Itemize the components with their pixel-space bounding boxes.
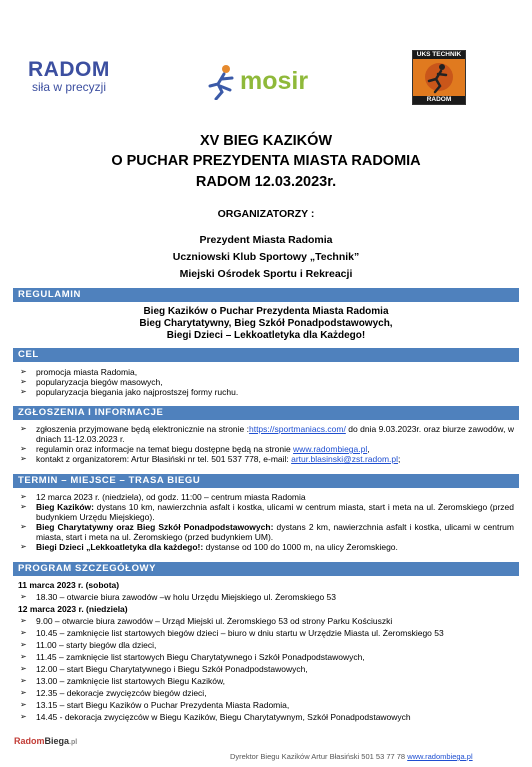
cel-list xyxy=(18,367,514,397)
logo-header xyxy=(0,0,532,110)
title-line-1: XV BIEG KAZIKÓW xyxy=(199,133,333,149)
mosir-logo-text: mosir xyxy=(240,67,309,95)
arrow-bullet-icon: ➢ xyxy=(20,492,27,501)
zgloszenia-list xyxy=(18,424,514,464)
list-item: ➢ regulamin oraz informacje na temat biegu dostępne będą na stronie www.radombiega.pl, xyxy=(20,444,370,454)
list-item: ➢ 12.35 – dekoracje zwycięzców biegów dzieci, xyxy=(20,688,207,698)
regulamin-bar: REGULAMIN xyxy=(13,288,519,302)
list-item: ➢ 12.00 – start Biegu Charytatywnego i Biegu Szkół Ponadpodstawowych, xyxy=(20,664,308,674)
regulamin-line-1: Bieg Kazików o Puchar Prezydenta Miasta Radomia xyxy=(143,306,389,317)
termin-list xyxy=(18,492,514,552)
list-item: ➢ 18.30 – otwarcie biura zawodów –w holu Urzędu Miejskiego ul. Żeromskiego 53 xyxy=(20,592,337,602)
list-item: ➢ Bieg Charytatywny oraz Bieg Szkół Ponadpodstawowych: dystans 2 km, nawierzchnia asfalt i kostka, ulicami w centrum miasta, start i meta na ul. Żeromskiego (przed budynkiem UM). xyxy=(20,522,514,542)
program-day-1-list xyxy=(18,592,514,602)
list-item: ➢ 10.45 – zamknięcie list startowych biegów dzieci – biuro w dniu startu w Urzędzie Miasta ul. Żeromskiego 53 xyxy=(20,628,444,638)
mosir-logo xyxy=(206,64,309,100)
radombiega-link[interactable]: www.radombiega.pl xyxy=(293,444,368,454)
uks-technik-logo xyxy=(412,50,466,105)
program-day-2: 12 marca 2023 r. (niedziela) xyxy=(18,604,128,614)
footer-url-link[interactable]: www.radombiega.pl xyxy=(407,752,473,761)
footer-text: Dyrektor Biegu Kazików Artur Błasiński 501 53 77 78 www.radombiega.pl xyxy=(230,752,473,761)
arrow-bullet-icon: ➢ xyxy=(20,592,27,601)
organizers-heading: ORGANIZATORZY : xyxy=(217,208,315,220)
list-item: ➢ 9.00 – otwarcie biura zawodów – Urząd Miejski ul. Żeromskiego 53 od strony Parku Kościuszki xyxy=(20,616,393,626)
list-item: ➢ 11.00 – starty biegów dla dzieci, xyxy=(20,640,157,650)
list-item: ➢ Biegi Dzieci „Lekkoatletyka dla każdego!: dystanse od 100 do 1000 m, na ulicy Żeromskiego. xyxy=(20,542,398,552)
organizer-2: Uczniowski Klub Sportowy „Technik” xyxy=(172,251,360,263)
email-link[interactable]: artur.blasinski@zst.radom.pl xyxy=(291,454,399,464)
arrow-bullet-icon: ➢ xyxy=(20,664,27,673)
list-item: ➢ Bieg Kazików: dystans 10 km, nawierzchnia asfalt i kostka, ulicami w centrum miasta, start i meta na ul. Żeromskiego (przed budynkiem Urzędu Miejskiego). xyxy=(20,502,514,522)
regulamin-line-3: Biegi Dzieci – Lekkoatletyka dla Każdego! xyxy=(166,330,366,341)
arrow-bullet-icon: ➢ xyxy=(20,444,27,453)
arrow-bullet-icon: ➢ xyxy=(20,502,27,511)
list-item: ➢ popularyzacja biegów masowych, xyxy=(20,377,163,387)
arrow-bullet-icon: ➢ xyxy=(20,387,27,396)
sportmaniacs-link[interactable]: https://sportmaniacs.com/ xyxy=(248,424,346,434)
arrow-bullet-icon: ➢ xyxy=(20,454,27,463)
list-item: ➢ 14.45 - dekoracja zwycięzców w Biegu Kazików, Biegu Charytatywnym, Szkół Ponadpodstawowych xyxy=(20,712,411,722)
arrow-bullet-icon: ➢ xyxy=(20,628,27,637)
organizer-3: Miejski Ośrodek Sportu i Rekreacji xyxy=(179,268,353,280)
zgloszenia-bar: ZGŁOSZENIA I INFORMACJE xyxy=(13,406,519,420)
program-day-1: 11 marca 2023 r. (sobota) xyxy=(18,580,120,590)
radom-logo-word: RADOM xyxy=(28,58,110,81)
title-line-2: O PUCHAR PREZYDENTA MIASTA RADOMIA xyxy=(111,153,421,169)
radombiega-logo: RadomBiega.pl xyxy=(14,736,78,746)
program-day-2-list xyxy=(18,616,514,724)
arrow-bullet-icon: ➢ xyxy=(20,377,27,386)
arrow-bullet-icon: ➢ xyxy=(20,424,27,433)
termin-bar: TERMIN – MIEJSCE – TRASA BIEGU xyxy=(13,474,519,488)
list-item: ➢ 11.45 – zamknięcie list startowych Biegu Charytatywnego i Szkół Ponadpodstawowych, xyxy=(20,652,365,662)
radom-logo xyxy=(28,60,110,94)
arrow-bullet-icon: ➢ xyxy=(20,688,27,697)
arrow-bullet-icon: ➢ xyxy=(20,542,27,551)
title-line-3: RADOM 12.03.2023r. xyxy=(195,174,337,190)
list-item: ➢ kontakt z organizatorem: Artur Błasiński nr tel. 501 537 778, e-mail: artur.blasinski@zst.radom.pl; xyxy=(20,454,401,464)
regulamin-line-2: Bieg Charytatywny, Bieg Szkół Ponadpodstawowych, xyxy=(139,318,393,329)
organizer-1: Prezydent Miasta Radomia xyxy=(199,234,333,246)
list-item: ➢ promocja miasta Radomia, xyxy=(20,367,138,377)
uks-runner-icon xyxy=(413,59,465,96)
list-item: ➢ popularyzacja biegania jako najprostszej formy ruchu. xyxy=(20,387,239,397)
radom-logo-slogan: siła w precyzji xyxy=(32,80,107,94)
arrow-bullet-icon: ➢ xyxy=(20,367,27,376)
arrow-bullet-icon: ➢ xyxy=(20,640,27,649)
list-item: ➢ 12 marca 2023 r. (niedziela), od godz. 11:00 – centrum miasta Radomia xyxy=(20,492,306,502)
list-item: ➢ zgłoszenia przyjmowane będą elektronicznie na stronie :https://sportmaniacs.com/ do dnia 9.03.2023r. oraz biurze zawodów, w dniach 11-12.03.2023 r. xyxy=(20,424,514,444)
arrow-bullet-icon: ➢ xyxy=(20,616,27,625)
arrow-bullet-icon: ➢ xyxy=(20,676,27,685)
arrow-bullet-icon: ➢ xyxy=(20,652,27,661)
arrow-bullet-icon: ➢ xyxy=(20,700,27,709)
uks-logo-bottom: RADOM xyxy=(413,96,465,104)
cel-bar: CEL xyxy=(13,348,519,362)
arrow-bullet-icon: ➢ xyxy=(20,712,27,721)
mosir-runner-icon xyxy=(206,64,238,100)
uks-logo-top: UKS TECHNIK xyxy=(413,51,465,59)
list-item: ➢ 13.15 – start Biegu Kazików o Puchar Prezydenta Miasta Radomia, xyxy=(20,700,290,710)
list-item: ➢ 13.00 – zamknięcie list startowych Biegu Kazików, xyxy=(20,676,225,686)
arrow-bullet-icon: ➢ xyxy=(20,522,27,531)
program-bar: PROGRAM SZCZEGÓŁOWY xyxy=(13,562,519,576)
